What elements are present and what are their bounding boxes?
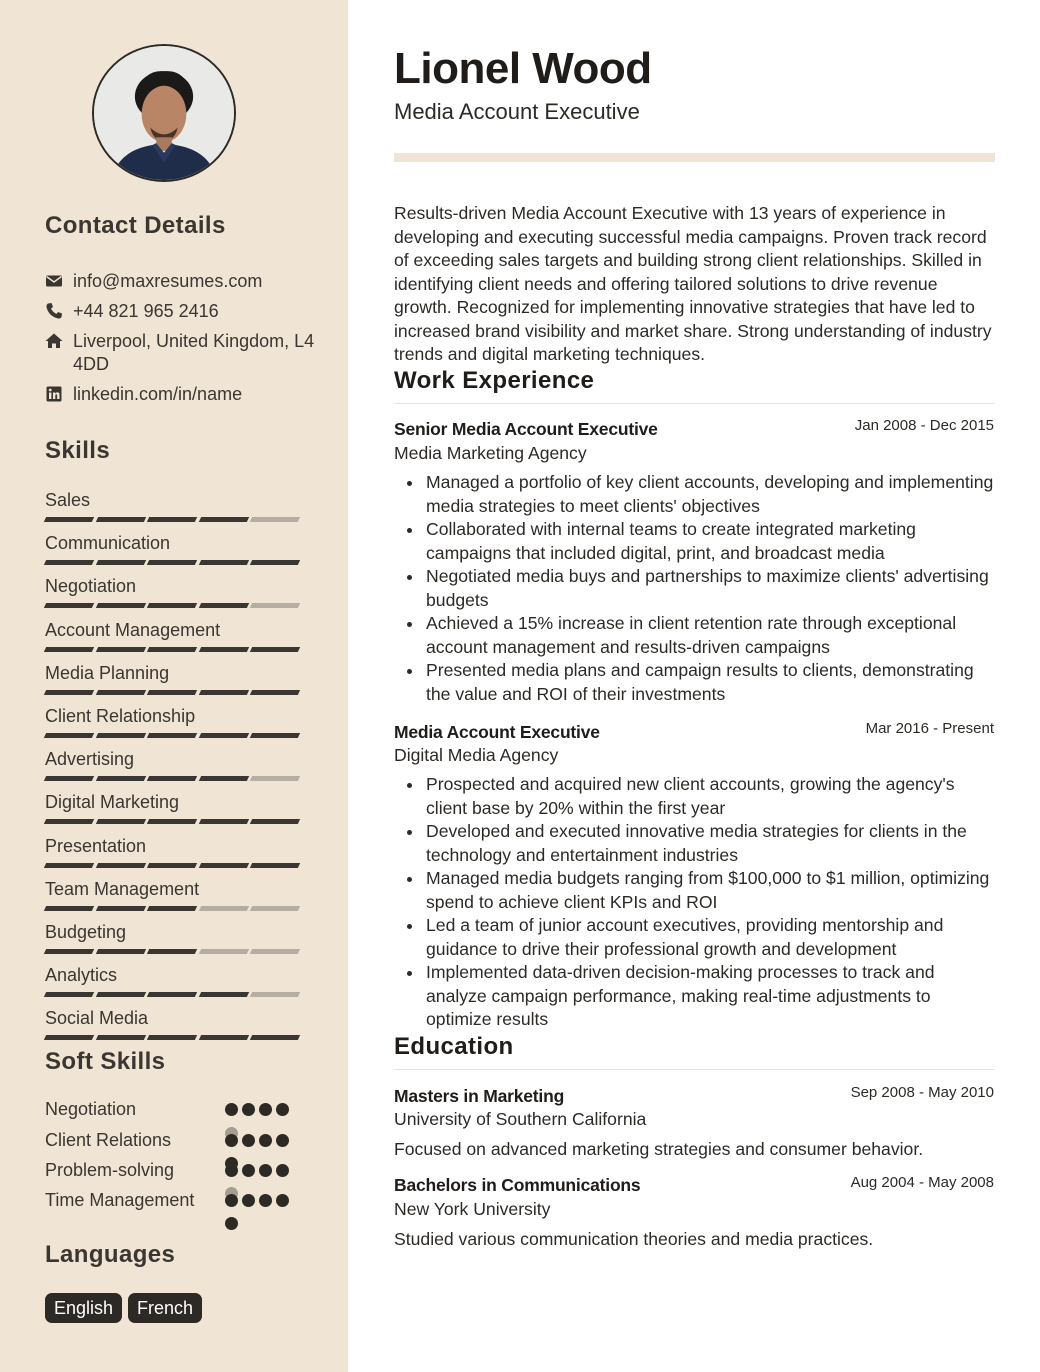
skill-item [45, 705, 303, 738]
soft-skill-item [45, 1129, 295, 1153]
skill-level-segment [95, 690, 145, 695]
job-bullet: Presented media plans and campaign results to clients, demonstrating the value and ROI of their investments [426, 659, 998, 706]
skill-level-segment [44, 906, 94, 911]
skill-level-segment [44, 992, 94, 997]
skill-name: Presentation [45, 835, 147, 856]
rating-dot [225, 1134, 238, 1147]
skill-level-segment [199, 517, 249, 522]
contact-address [45, 330, 315, 376]
skill-item [45, 619, 303, 652]
skill-level-segment [95, 647, 145, 652]
rating-dot [242, 1134, 255, 1147]
job-organization: Digital Media Agency [394, 745, 559, 765]
skill-level-segment [95, 1035, 145, 1040]
envelope-icon [45, 272, 63, 290]
job-bullet: Managed a portfolio of key client accounts, developing and implementing media strategies to meet clients' objectives [426, 471, 998, 518]
skill-name: Media Planning [45, 662, 170, 683]
soft-skill-rating [225, 1189, 295, 1213]
skill-level-segment [199, 603, 249, 608]
skill-level-segment [250, 560, 300, 565]
skill-level-segment [147, 647, 197, 652]
skill-level-segment [95, 992, 145, 997]
job-title: Senior Media Account Executive [394, 419, 658, 439]
contact-heading: Contact Details [45, 212, 226, 239]
skill-level-segment [95, 603, 145, 608]
skill-level-segment [95, 560, 145, 565]
skill-level-segment [44, 949, 94, 954]
languages-list [45, 1293, 202, 1323]
skill-item [45, 878, 303, 911]
skill-level-segment [250, 517, 300, 522]
candidate-name: Lionel Wood [394, 44, 652, 93]
skill-level-segment [147, 819, 197, 824]
skill-level-segment [44, 776, 94, 781]
skill-level-segment [147, 690, 197, 695]
rating-dot [242, 1194, 255, 1207]
skill-level-segment [147, 560, 197, 565]
skill-level-segment [250, 647, 300, 652]
skill-level-segment [44, 690, 94, 695]
skill-name: Budgeting [45, 922, 127, 942]
soft-skill-rating [225, 1098, 295, 1122]
school-name: New York University [394, 1199, 551, 1219]
soft-skill-name: Negotiation [45, 1099, 137, 1119]
skill-level-segment [147, 949, 197, 954]
soft-skill-item [45, 1189, 295, 1213]
avatar [92, 44, 236, 182]
skill-level-bar [45, 863, 303, 868]
skill-level-segment [44, 517, 94, 522]
job-bullets [426, 773, 998, 1032]
skill-name: Communication [45, 533, 171, 554]
rating-dot [225, 1217, 238, 1230]
contact-address-text: Liverpool, United Kingdom, L4 4DD [73, 331, 315, 374]
skill-name: Client Relationship [45, 706, 196, 726]
skill-level-bar [45, 819, 303, 824]
skill-level-segment [147, 603, 197, 608]
degree-title: Bachelors in Communications [394, 1175, 641, 1195]
skill-level-segment [44, 647, 94, 652]
contact-linkedin-text: linkedin.com/in/name [73, 384, 243, 404]
skill-level-segment [44, 733, 94, 738]
rating-dot [259, 1103, 272, 1116]
skill-level-segment [44, 603, 94, 608]
skill-level-segment [199, 819, 249, 824]
skill-level-bar [45, 733, 303, 738]
job-bullet: Implemented data-driven decision-making processes to track and analyze campaign performance, making real-time adjustments to optimize results [426, 961, 998, 1032]
profile-photo [94, 46, 234, 180]
phone-icon [45, 302, 63, 320]
skill-level-segment [44, 1035, 94, 1040]
candidate-title: Media Account Executive [394, 99, 640, 124]
skill-item [45, 748, 303, 781]
soft-skill-name: Time Management [45, 1190, 195, 1210]
job-bullet: Led a team of junior account executives, providing mentorship and guidance to drive their professional growth and development [426, 914, 998, 961]
skill-name: Account Management [45, 619, 221, 640]
skill-level-segment [250, 863, 300, 868]
languages-heading: Languages [45, 1241, 176, 1268]
skill-level-segment [147, 863, 197, 868]
rating-dot [259, 1134, 272, 1147]
skill-level-segment [199, 690, 249, 695]
education-heading: Education [394, 1033, 514, 1060]
linkedin-icon [45, 385, 63, 403]
skill-item [45, 964, 303, 997]
job-bullet: Negotiated media buys and partnerships to maximize clients' advertising budgets [426, 565, 998, 612]
skill-item [45, 835, 303, 868]
skill-item [45, 921, 303, 954]
skill-level-segment [199, 776, 249, 781]
skill-item [45, 1007, 303, 1040]
rating-dot [276, 1164, 289, 1177]
skills-heading: Skills [45, 437, 111, 464]
skill-level-bar [45, 603, 303, 608]
skill-level-segment [44, 819, 94, 824]
soft-skill-name: Client Relations [45, 1130, 172, 1150]
skill-item [45, 662, 303, 695]
rating-dot [225, 1164, 238, 1177]
skill-level-segment [199, 560, 249, 565]
skill-level-bar [45, 517, 303, 522]
skill-level-segment [199, 647, 249, 652]
home-icon [45, 332, 63, 350]
rating-dot [276, 1103, 289, 1116]
skill-level-segment [95, 819, 145, 824]
skill-name: Sales [45, 490, 91, 510]
skill-level-segment [95, 906, 145, 911]
skill-level-segment [250, 906, 300, 911]
skill-level-segment [147, 906, 197, 911]
skill-name: Advertising [45, 749, 135, 770]
rating-dot [242, 1103, 255, 1116]
skill-level-bar [45, 1035, 303, 1040]
education-description: Focused on advanced marketing strategies and consumer behavior. [394, 1139, 924, 1159]
job-title: Media Account Executive [394, 722, 600, 742]
skill-level-bar [45, 906, 303, 911]
language-badge: English [45, 1293, 122, 1323]
section-divider [394, 1069, 995, 1070]
soft-skill-rating [225, 1129, 295, 1153]
job-bullets [426, 471, 998, 706]
skill-level-bar [45, 776, 303, 781]
skill-level-segment [250, 733, 300, 738]
rating-dot [259, 1194, 272, 1207]
job-dates: Mar 2016 - Present [865, 720, 994, 737]
skill-level-bar [45, 560, 303, 565]
rating-dot [225, 1194, 238, 1207]
skill-level-segment [95, 776, 145, 781]
job-dates: Jan 2008 - Dec 2015 [854, 417, 994, 434]
skill-level-segment [147, 992, 197, 997]
job-organization: Media Marketing Agency [394, 443, 587, 463]
skill-level-segment [147, 776, 197, 781]
skill-level-segment [199, 992, 249, 997]
skill-level-segment [250, 690, 300, 695]
job-bullet: Managed media budgets ranging from $100,000 to $1 million, optimizing spend to achieve client KPIs and ROI [426, 867, 998, 914]
skill-level-segment [199, 949, 249, 954]
section-divider [394, 403, 995, 404]
main-content [348, 0, 1040, 1372]
rating-dot [242, 1164, 255, 1177]
skill-level-bar [45, 949, 303, 954]
soft-skill-name: Problem-solving [45, 1160, 175, 1180]
skill-level-segment [199, 733, 249, 738]
skill-name: Negotiation [45, 576, 137, 597]
skill-level-segment [250, 603, 300, 608]
work-experience-heading: Work Experience [394, 367, 595, 394]
job-bullet: Prospected and acquired new client accounts, growing the agency's client base by 20% within the first year [426, 773, 998, 820]
skill-level-bar [45, 690, 303, 695]
soft-skill-item [45, 1098, 295, 1122]
soft-skills-heading: Soft Skills [45, 1048, 166, 1075]
skill-level-segment [95, 733, 145, 738]
education-description: Studied various communication theories and media practices. [394, 1229, 874, 1249]
sidebar [0, 0, 348, 1372]
skill-name: Team Management [45, 878, 200, 899]
skill-level-segment [250, 1035, 300, 1040]
skill-level-bar [45, 647, 303, 652]
language-badge: French [128, 1293, 202, 1323]
rating-dot [276, 1194, 289, 1207]
contact-phone[interactable] [45, 300, 315, 323]
header-divider [394, 153, 995, 162]
degree-title: Masters in Marketing [394, 1086, 565, 1106]
skill-item [45, 489, 303, 522]
skill-level-segment [147, 733, 197, 738]
skill-level-segment [44, 863, 94, 868]
education-dates: Sep 2008 - May 2010 [850, 1084, 994, 1101]
profile-summary: Results-driven Media Account Executive with 13 years of experience in developing and executing successful media campaigns. Proven track record of exceeding sales targets and building strong client relationships. Skilled in identifying client needs and offering tailored solutions to drive revenue growth. Recognized for implementing innovative strategies that have led to increased brand visibility and market share. Strong understanding of industry trends and digital marketing techniques. [394, 203, 992, 364]
skill-name: Analytics [45, 965, 118, 986]
skill-name: Digital Marketing [45, 792, 180, 813]
soft-skill-rating [225, 1159, 295, 1183]
skill-item [45, 791, 303, 824]
skill-level-segment [95, 517, 145, 522]
education-dates: Aug 2004 - May 2008 [850, 1174, 994, 1191]
contact-linkedin[interactable] [45, 383, 315, 406]
skill-item [45, 575, 303, 608]
skill-level-segment [44, 560, 94, 565]
contact-email[interactable] [45, 270, 315, 293]
skill-level-bar [45, 992, 303, 997]
skill-level-segment [95, 863, 145, 868]
soft-skill-item [45, 1159, 295, 1183]
skill-level-segment [199, 906, 249, 911]
job-bullet: Developed and executed innovative media strategies for clients in the technology and entertainment industries [426, 820, 998, 867]
rating-dot [259, 1164, 272, 1177]
skill-level-segment [250, 819, 300, 824]
skill-level-segment [250, 776, 300, 781]
skill-level-segment [250, 992, 300, 997]
skill-level-segment [147, 517, 197, 522]
rating-dot [276, 1134, 289, 1147]
skill-level-segment [250, 949, 300, 954]
school-name: University of Southern California [394, 1109, 647, 1129]
skill-name: Social Media [45, 1008, 149, 1029]
job-bullet: Achieved a 15% increase in client retention rate through exceptional account management and results-driven campaigns [426, 612, 998, 659]
rating-dot [225, 1103, 238, 1116]
contact-email-text: info@maxresumes.com [73, 271, 263, 291]
skill-level-segment [199, 863, 249, 868]
job-bullet: Collaborated with internal teams to create integrated marketing campaigns that included digital, print, and broadcast media [426, 518, 998, 565]
skill-item [45, 532, 303, 565]
skill-level-segment [147, 1035, 197, 1040]
skill-level-segment [199, 1035, 249, 1040]
contact-phone-text: +44 821 965 2416 [73, 301, 219, 321]
skill-level-segment [95, 949, 145, 954]
